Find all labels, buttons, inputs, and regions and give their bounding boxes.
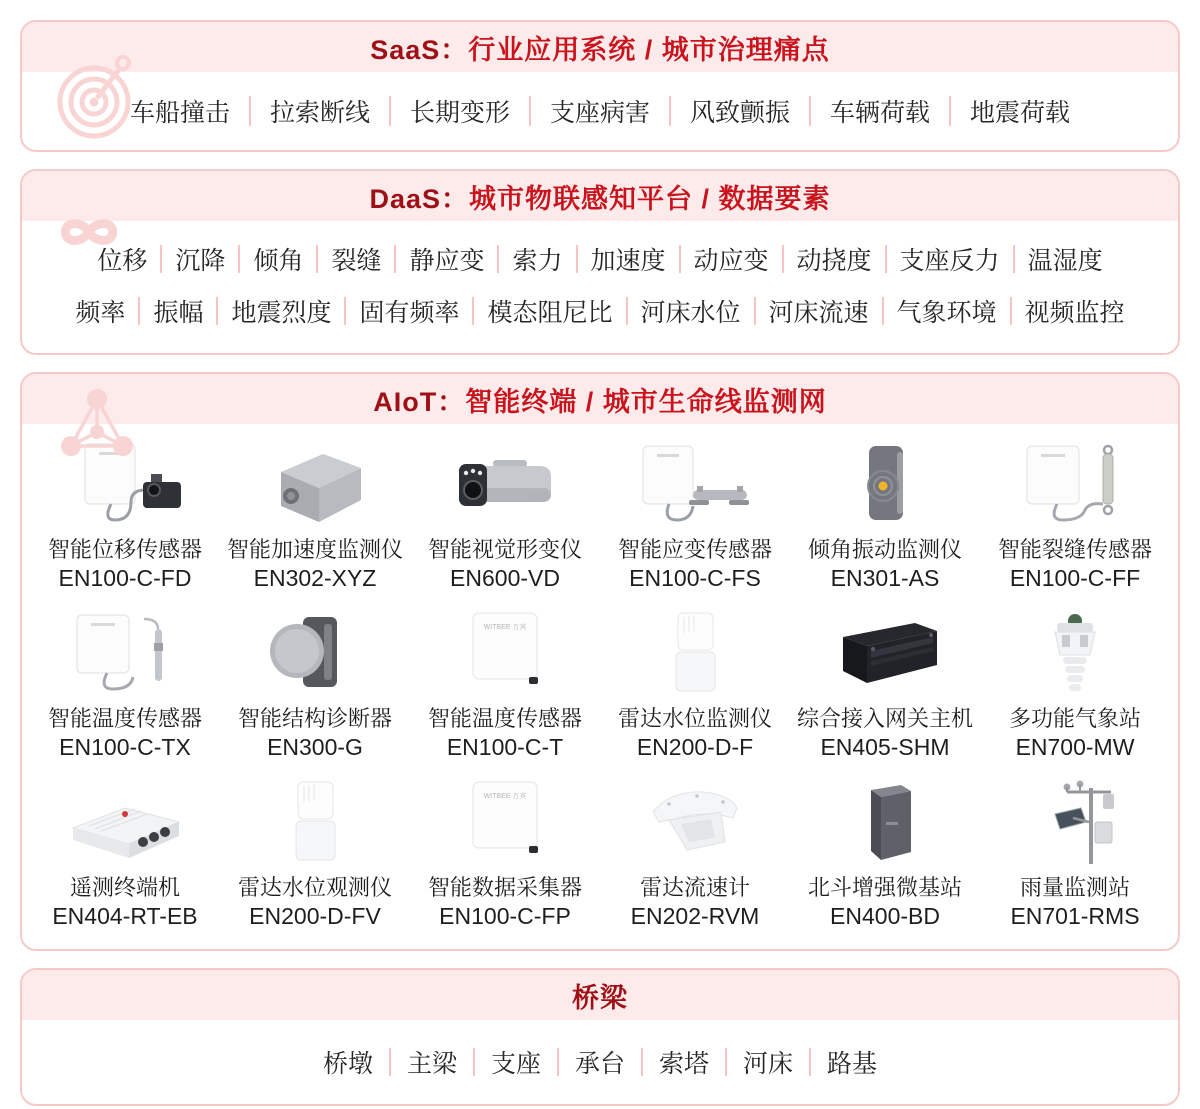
tag: 主梁 [406, 1050, 457, 1078]
tag-separator [782, 245, 784, 273]
tag-separator [1010, 297, 1012, 325]
tag: 河床水位 [640, 299, 741, 327]
tag: 地震荷载 [970, 99, 1071, 127]
product-model: EN200-D-FV [249, 903, 381, 929]
saas-header-band [22, 22, 1178, 72]
product-name: 智能数据采集器 [427, 875, 582, 900]
tag-separator [626, 297, 628, 325]
daas-tag-row [22, 233, 1178, 285]
tag: 车辆荷载 [830, 99, 931, 127]
saas-title-main: 行业应用系统 / 城市治理痛点 [468, 34, 830, 65]
product-card [980, 776, 1170, 931]
tag: 模态阻尼比 [487, 299, 613, 327]
product-card [410, 607, 600, 762]
tag-separator [809, 1048, 811, 1076]
data-collector-image [435, 776, 575, 868]
bridge-header-band [22, 970, 1178, 1020]
tag-separator [949, 96, 951, 126]
product-name: 雷达水位观测仪 [237, 875, 392, 900]
product-card [220, 438, 410, 593]
tag-separator [641, 1048, 643, 1076]
saas-section [20, 20, 1180, 152]
tag: 裂缝 [331, 247, 382, 275]
product-name: 遥测终端机 [69, 875, 180, 900]
product-card [790, 607, 980, 762]
aiot-title [373, 380, 827, 419]
saas-title-prefix: SaaS： [370, 34, 469, 65]
product-model: EN300-G [267, 734, 363, 760]
tag-separator [473, 1048, 475, 1076]
tag: 索力 [512, 247, 563, 275]
tag-separator [885, 245, 887, 273]
svg-text:WITBEE 万宾: WITBEE 万宾 [483, 793, 527, 800]
bridge-tag-list [22, 1020, 1178, 1104]
product-model: EN100-C-TX [59, 734, 191, 760]
tag-separator [389, 1048, 391, 1076]
beidou-base-station-image [815, 776, 955, 868]
tag: 加速度 [590, 247, 666, 275]
product-card [980, 438, 1170, 593]
tag-separator [138, 297, 140, 325]
tag: 支座病害 [549, 99, 650, 127]
tag: 路基 [827, 1050, 878, 1078]
tag-separator [679, 245, 681, 273]
tag: 视频监控 [1024, 299, 1125, 327]
tilt-vibration-monitor-image [815, 438, 955, 530]
tag-separator [344, 297, 346, 325]
product-name: 智能应变传感器 [617, 537, 772, 562]
tag-separator [809, 96, 811, 126]
tag-separator [754, 297, 756, 325]
gateway-host-image [815, 607, 955, 699]
tag-separator [160, 245, 162, 273]
product-name: 智能加速度监测仪 [226, 537, 403, 562]
product-name: 智能位移传感器 [47, 537, 202, 562]
daas-title [369, 177, 830, 216]
product-card [30, 438, 220, 593]
tag: 河床 [743, 1050, 794, 1078]
displacement-sensor-image [55, 438, 195, 530]
product-name: 雷达流速计 [639, 875, 750, 900]
rainfall-station-image [1005, 776, 1145, 868]
product-grid [22, 424, 1178, 949]
product-model: EN700-MW [1015, 734, 1135, 760]
tag-separator [576, 245, 578, 273]
tag-separator [497, 245, 499, 273]
product-name: 雨量监测站 [1019, 875, 1130, 900]
temperature-sensor-image [435, 607, 575, 699]
temperature-sensor-probe-image [55, 607, 195, 699]
tag: 拉索断线 [269, 99, 370, 127]
tag: 频率 [75, 299, 126, 327]
svg-text:WITBEE 万宾: WITBEE 万宾 [483, 624, 527, 631]
product-card [980, 607, 1170, 762]
saas-title [370, 28, 830, 67]
product-model: EN202-RVM [630, 903, 760, 929]
product-name: 综合接入网关主机 [796, 706, 973, 731]
product-model: EN404-RT-EB [52, 903, 198, 929]
product-card [600, 438, 790, 593]
product-card [410, 776, 600, 931]
tag: 河床流速 [768, 299, 869, 327]
tag-separator [557, 1048, 559, 1076]
daas-header-band [22, 171, 1178, 221]
product-name: 倾角振动监测仪 [807, 537, 962, 562]
product-model: EN100-C-T [446, 734, 564, 760]
tag: 长期变形 [409, 99, 510, 127]
vision-deformation-camera-image [435, 438, 575, 530]
tag: 倾角 [253, 247, 304, 275]
product-model: EN100-C-FD [58, 565, 192, 591]
product-name: 雷达水位监测仪 [617, 706, 772, 731]
product-card [30, 607, 220, 762]
product-card [790, 438, 980, 593]
product-card [410, 438, 600, 593]
tag-separator [882, 297, 884, 325]
product-name: 智能结构诊断器 [237, 706, 392, 731]
radar-water-level-observer-image [245, 776, 385, 868]
bridge-section [20, 968, 1180, 1106]
tag: 振幅 [153, 299, 204, 327]
aiot-title-main: 智能终端 / 城市生命线监测网 [465, 386, 827, 417]
tag: 气象环境 [896, 299, 997, 327]
tag: 温湿度 [1027, 247, 1103, 275]
tag: 地震烈度 [231, 299, 332, 327]
crack-sensor-image [1005, 438, 1145, 530]
tag: 固有频率 [359, 299, 460, 327]
bridge-title [572, 976, 628, 1015]
telemetry-terminal-image [55, 776, 195, 868]
product-card [220, 607, 410, 762]
tag-separator [389, 96, 391, 126]
tag-separator [529, 96, 531, 126]
tag-separator [238, 245, 240, 273]
product-model: EN200-D-F [636, 734, 754, 760]
daas-tag-rows [22, 221, 1178, 353]
daas-title-main: 城市物联感知平台 / 数据要素 [469, 183, 831, 214]
product-card [790, 776, 980, 931]
product-model: EN400-BD [830, 903, 940, 929]
tag-separator [216, 297, 218, 325]
structure-diagnostic-image [245, 607, 385, 699]
tag: 索塔 [659, 1050, 710, 1078]
product-model: EN100-C-FS [629, 565, 761, 591]
product-card [220, 776, 410, 931]
tag-separator [394, 245, 396, 273]
daas-tag-row [22, 285, 1178, 337]
tag: 风致颤振 [690, 99, 791, 127]
product-model: EN405-SHM [820, 734, 950, 760]
strain-sensor-image [625, 438, 765, 530]
tag-separator [316, 245, 318, 273]
tag-separator [1013, 245, 1015, 273]
aiot-header-band [22, 374, 1178, 424]
product-model: EN302-XYZ [253, 565, 377, 591]
product-name: 智能温度传感器 [47, 706, 202, 731]
product-model: EN701-RMS [1010, 903, 1140, 929]
product-model: EN100-C-FP [439, 903, 571, 929]
tag-separator [472, 297, 474, 325]
tag: 承台 [574, 1050, 625, 1078]
product-name: 多功能气象站 [1008, 706, 1141, 731]
product-name: 北斗增强微基站 [807, 875, 962, 900]
tag-separator [669, 96, 671, 126]
tag: 沉降 [175, 247, 226, 275]
tag: 桥墩 [322, 1050, 373, 1078]
daas-section [20, 169, 1180, 355]
aiot-title-prefix: AIoT： [373, 386, 466, 417]
daas-title-prefix: DaaS： [369, 183, 470, 214]
product-name: 智能视觉形变仪 [427, 537, 582, 562]
tag: 位移 [97, 247, 148, 275]
aiot-section [20, 372, 1180, 951]
bridge-title-main: 桥梁 [572, 982, 628, 1013]
saas-tag-list [22, 72, 1178, 150]
tag: 动挠度 [796, 247, 872, 275]
product-card [30, 776, 220, 931]
product-card [600, 776, 790, 931]
product-name: 智能裂缝传感器 [997, 537, 1152, 562]
acceleration-monitor-image [245, 438, 385, 530]
tag: 车船撞击 [129, 99, 230, 127]
weather-station-image [1005, 607, 1145, 699]
product-model: EN301-AS [830, 565, 940, 591]
tag: 支座反力 [899, 247, 1000, 275]
tag: 动应变 [693, 247, 769, 275]
product-model: EN600-VD [450, 565, 560, 591]
radar-flow-meter-image [625, 776, 765, 868]
tag-separator [249, 96, 251, 126]
tag-separator [725, 1048, 727, 1076]
product-model: EN100-C-FF [1009, 565, 1141, 591]
tag: 静应变 [409, 247, 485, 275]
tag: 支座 [490, 1050, 541, 1078]
radar-water-level-monitor-image [625, 607, 765, 699]
product-name: 智能温度传感器 [427, 706, 582, 731]
product-card [600, 607, 790, 762]
